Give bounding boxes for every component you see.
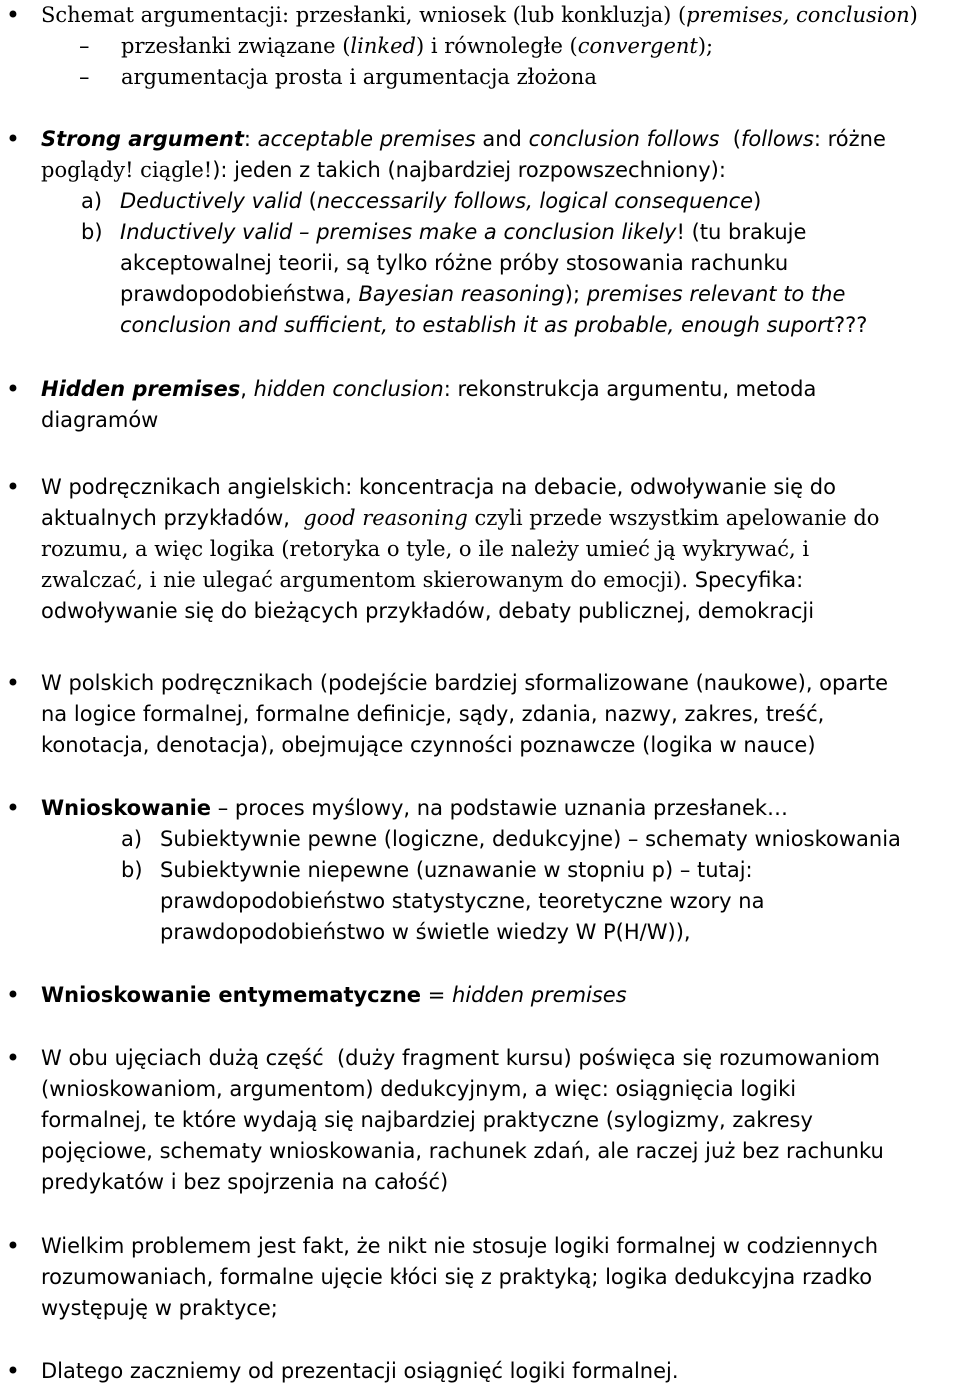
bullet-conclusion: • Dlatego zaczniemy od prezentacji osiągnięć logiki formalnej.: [41, 1356, 960, 1387]
bullet-dot-icon: •: [5, 1, 21, 29]
bullet-dot-icon: •: [5, 125, 21, 153]
bullet-big-problem: • Wielkim problemem jest fakt, że nikt nie stosuje logiki formalnej w codziennych rozumowaniach, formalne ujęcie kłóci się z praktyką; logika dedukcyjna rzadko występuję w praktyce;: [41, 1231, 960, 1324]
bullet-english-textbooks: • W podręcznikach angielskich: koncentracja na debacie, odwoływanie się do aktualnych przykładów, good reasoning czyli przede wszystkim apelowanie do rozumu, a więc logika (retoryka o tyle, o ile należy umieć ją wykrywać, i zwalczać, i nie ulegać argumentom skierowanym do emocji). Specyfika: odwoływanie się do bieżących przykładów, debaty publicznej, demokracji: [41, 472, 960, 627]
bullet-dot-icon: •: [5, 1357, 21, 1385]
bullet-dot-icon: •: [5, 981, 21, 1009]
bullet-strong-argument: • Strong argument: acceptable premises and conclusion follows (follows: różne poglądy! ciągle!): jeden z takich (najbardziej rozpowszechniony): a) Deductively valid (neccessarily follows, logical consequence) b) Inductively valid – premises make a conclusion likely! (tu brakuje akceptowalnej teorii, są tylko różne próby stosowania rachunku prawdopodobieństwa, Bayesian reasoning); premises relevant to the conclusion and sufficient, to establish it as probable, enough suport???: [41, 124, 960, 341]
bullet-argument-schema: • Schemat argumentacji: przesłanki, wniosek (lub konkluzja) (premises, conclusion) – przesłanki związane (linked) i równoległe (convergent); – argumentacja prosta i argumentacja złożona: [41, 0, 960, 93]
bullet-hidden-premises: • Hidden premises, hidden conclusion: rekonstrukcja argumentu, metoda diagramów: [41, 374, 960, 436]
bullet-both-approaches: • W obu ujęciach dużą część (duży fragment kursu) poświęca się rozumowaniom (wnioskowaniom, argumentom) dedukcyjnym, a więc: osiągnięcia logiki formalnej, te które wydają się najbardziej praktyczne (sylogizmy, zakresy pojęciowe, schematy wnioskowania, rachunek zdań, ale raczej już bez rachunku predykatów i bez spojrzenia na całość): [41, 1043, 960, 1198]
bullet-dot-icon: •: [5, 794, 21, 822]
bullet-dot-icon: •: [5, 375, 21, 403]
bullet-polish-textbooks: • W polskich podręcznikach (podejście bardziej sformalizowane (naukowe), oparte na logice formalnej, formalne definicje, sądy, zdania, nazwy, zakres, treść, konotacja, denotacja), obejmujące czynności poznawcze (logika w nauce): [41, 668, 960, 761]
bullet-dot-icon: •: [5, 473, 21, 501]
bullet-wnioskowanie: • Wnioskowanie – proces myślowy, na podstawie uznania przesłanek… a) Subiektywnie pewne (logiczne, dedukcyjne) – schematy wnioskowania b) Subiektywnie niepewne (uznawanie w stopniu p) – tutaj: prawdopodobieństwo statystyczne, teoretyczne wzory na prawdopodobieństwo w świetle wiedzy W P(H/W)),: [41, 793, 960, 948]
bullet-dot-icon: •: [5, 669, 21, 697]
bullet-dot-icon: •: [5, 1044, 21, 1072]
bullet-dot-icon: •: [5, 1232, 21, 1260]
bullet-entymematyczne: • Wnioskowanie entymematyczne = hidden premises: [41, 980, 960, 1011]
